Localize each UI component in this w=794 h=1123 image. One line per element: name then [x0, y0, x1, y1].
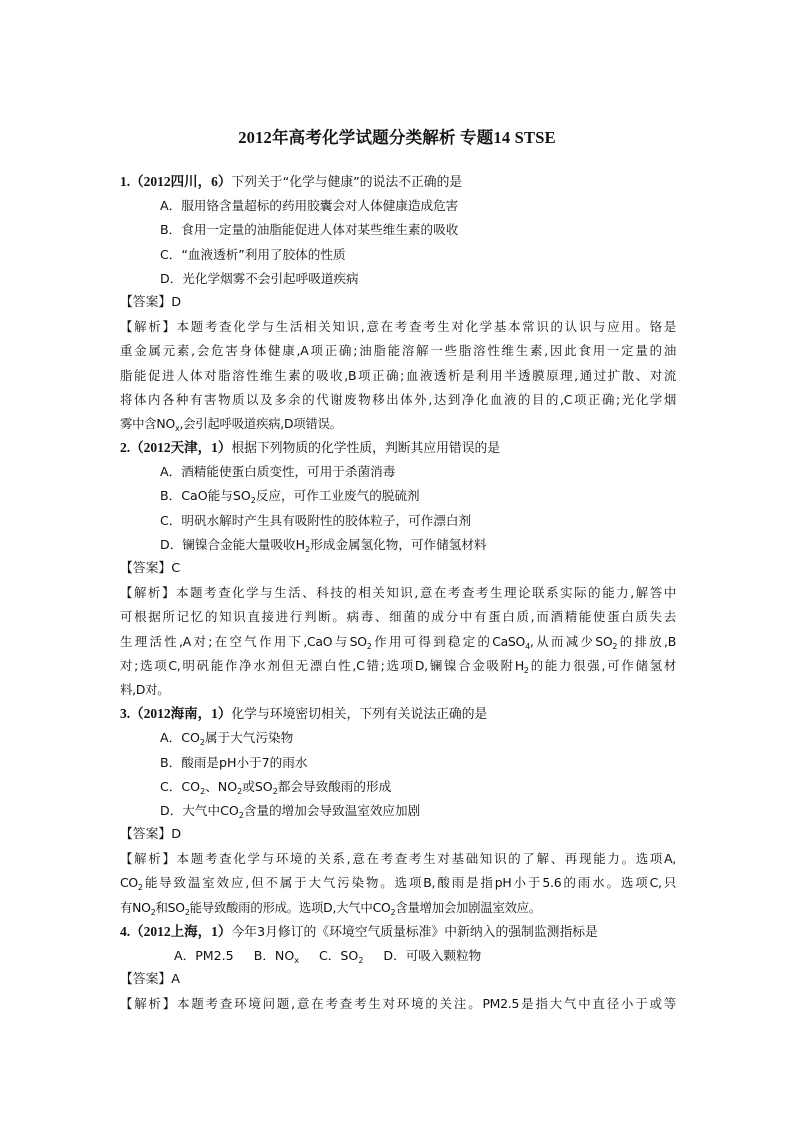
question-2-option-d	[120, 533, 676, 557]
explanation-line: 【解析】本题考查化学与生活、科技的相关知识,意在考查考生理论联系实际的能力,解答中	[120, 585, 676, 601]
question-4-answer: 【答案】A	[120, 972, 180, 988]
subscript: 2	[200, 786, 206, 796]
document-body	[120, 170, 676, 1017]
question-3	[120, 702, 676, 920]
question-2-stem	[120, 436, 676, 460]
question-2-option-b	[120, 484, 676, 508]
question-4-source: 4.（2012上海，1）	[120, 923, 232, 939]
question-4-stem	[120, 920, 676, 944]
question-4-options	[120, 944, 676, 968]
question-2-option-a: A．酒精能使蛋白质变性，可用于杀菌消毒	[160, 464, 396, 480]
explanation-line	[120, 896, 676, 920]
explanation-text: 对;选项C,明矾能作净水剂但无漂白性,C错;选项D,镧镍合金吸附H	[120, 657, 524, 673]
question-2-option-c: C．明矾水解时产生具有吸附性的胶体粒子，可作漂白剂	[160, 512, 472, 528]
option-text: 或SO	[242, 778, 273, 794]
question-3-text: 化学与环境密切相关，下列有关说法正确的是	[231, 707, 488, 723]
question-2	[120, 436, 676, 702]
option-text: 含量的增加会导致温室效应加剧	[243, 802, 421, 818]
subscript: 4	[525, 641, 530, 651]
explanation-text: 能导致温室效应,但不属于大气污染物。选项B,酸雨是指pH小于5.6的雨水。选项C,只	[142, 875, 676, 891]
question-3-explanation	[120, 847, 676, 920]
explanation-text: 作用可得到稳定的CaSO	[371, 633, 526, 649]
subscript: 2	[305, 544, 311, 554]
option-text: 、NO	[205, 778, 238, 794]
question-2-text: 根据下列物质的化学性质，判断其应用错误的是	[231, 441, 501, 457]
explanation-line: 脂能促进人体对脂溶性维生素的吸收,B项正确;血液透析是利用半透膜原理,通过扩散、对流	[120, 367, 676, 383]
question-1-option-a: A．服用铬含量超标的药用胶囊会对人体健康造成危害	[160, 198, 459, 214]
explanation-line: 料,D对。	[120, 681, 170, 697]
question-3-option-d	[120, 799, 676, 823]
explanation-line: 可根据所记忆的知识直接进行判断。病毒、细菌的成分中有蛋白质,而酒精能使蛋白质失去	[120, 609, 676, 625]
explanation-line: 重金属元素,会危害身体健康,A项正确;油脂能溶解一些脂溶性维生素,因此食用一定量的油	[120, 343, 676, 359]
subscript: 2	[238, 810, 244, 820]
explanation-line	[120, 654, 676, 678]
subscript: 2	[366, 641, 372, 651]
option-text: 都会导致酸雨的形成	[277, 778, 392, 794]
explanation-line	[120, 630, 676, 654]
question-4-text: 今年3月修订的《环境空气质量标准》中新纳入的强制监测指标是	[231, 924, 598, 940]
subscript: 2	[523, 665, 529, 675]
question-4	[120, 920, 676, 1017]
subscript: 2	[250, 496, 256, 506]
option-text: D．大气中CO	[160, 802, 239, 818]
question-3-answer: 【答案】D	[120, 827, 182, 843]
explanation-text: 和SO	[155, 899, 185, 915]
explanation-text: ,会引起呼吸道疾病,D项错误。	[179, 415, 342, 431]
explanation-line	[120, 412, 676, 436]
subscript: x	[294, 956, 300, 965]
option-text: 反应，可作工业废气的脱硫剂	[255, 488, 420, 504]
option-text: A．CO	[160, 730, 200, 746]
option-text: C．CO	[160, 778, 201, 794]
question-3-stem	[120, 702, 676, 726]
option-text: 属于大气污染物	[205, 730, 294, 746]
explanation-text: 雾中含NO	[120, 415, 175, 431]
explanation-text: 含量增加会加剧温室效应。	[395, 899, 542, 915]
explanation-line: 【解析】本题考查环境问题,意在考查考生对环境的关注。PM2.5是指大气中直径小于或等	[120, 996, 676, 1012]
subscript: 2	[237, 786, 243, 796]
question-4-option-a: A．PM2.5	[174, 948, 234, 963]
explanation-line: 【解析】本题考查化学与生活相关知识,意在考查考生对化学基本常识的认识与应用。铬是	[120, 319, 676, 335]
explanation-text: 生理活性,A对;在空气作用下,CaO与SO	[120, 633, 367, 649]
explanation-text: ,从而减少SO	[529, 633, 613, 649]
explanation-line: 将体内各种有害物质以及多余的代谢废物移出体外,达到净化血液的目的,C项正确;光化学烟	[120, 391, 676, 407]
question-2-source: 2.（2012天津，1）	[120, 440, 232, 456]
question-3-option-a	[120, 726, 676, 750]
question-2-explanation	[120, 581, 676, 702]
subscript: 2	[150, 907, 156, 917]
question-2-answer: 【答案】C	[120, 561, 181, 576]
subscript: 2	[612, 641, 618, 651]
question-4-option-d: D．可吸入颗粒物	[383, 948, 482, 963]
subscript: 2	[184, 907, 190, 917]
question-4-option-b: B．NO	[253, 948, 295, 963]
question-1-source: 1.（2012四川，6）	[120, 174, 232, 189]
explanation-text: 能导致酸雨的形成。选项D,大气中CO	[189, 899, 391, 915]
explanation-line	[120, 871, 676, 895]
question-1-option-d: D．光化学烟雾不会引起呼吸道疾病	[160, 270, 359, 286]
question-1	[120, 170, 676, 436]
option-text: B．CaO能与SO	[160, 488, 251, 504]
explanation-text: 的排放,B	[617, 633, 676, 649]
subscript: x	[174, 423, 180, 433]
question-1-explanation	[120, 315, 676, 436]
document-title: 2012年高考化学试题分类解析 专题14 STSE	[238, 128, 556, 147]
option-text: 形成金属氢化物，可作储氢材料	[310, 536, 487, 552]
subscript: 2	[199, 738, 206, 748]
subscript: 2	[137, 883, 143, 893]
explanation-text: 的能力很强,可作储氢材	[528, 657, 676, 673]
question-1-stem	[120, 170, 676, 194]
question-4-explanation	[120, 992, 676, 1016]
explanation-line: 【解析】本题考查化学与环境的关系,意在考查考生对基础知识的了解、再现能力。选项A,	[120, 851, 676, 867]
question-3-option-b: B．酸雨是pH小于7的雨水	[160, 754, 308, 770]
question-3-option-c	[120, 775, 676, 799]
subscript: 2	[390, 907, 396, 917]
question-1-answer: 【答案】D	[120, 294, 182, 310]
subscript: 2	[358, 956, 364, 965]
option-text: D．镧镍合金能大量吸收H	[160, 536, 306, 552]
question-1-option-b: B．食用一定量的油脂能促进人体对某些维生素的吸收	[160, 222, 459, 238]
question-1-text: 下列关于“化学与健康”的说法不正确的是	[231, 175, 463, 190]
subscript: 2	[272, 786, 278, 796]
explanation-text: 有NO	[120, 899, 151, 915]
explanation-text: CO	[120, 875, 138, 891]
question-3-source: 3.（2012海南，1）	[120, 706, 232, 722]
question-4-option-c: C．SO	[319, 948, 359, 963]
question-1-option-c: C．“血液透析”利用了胶体的性质	[160, 246, 346, 262]
